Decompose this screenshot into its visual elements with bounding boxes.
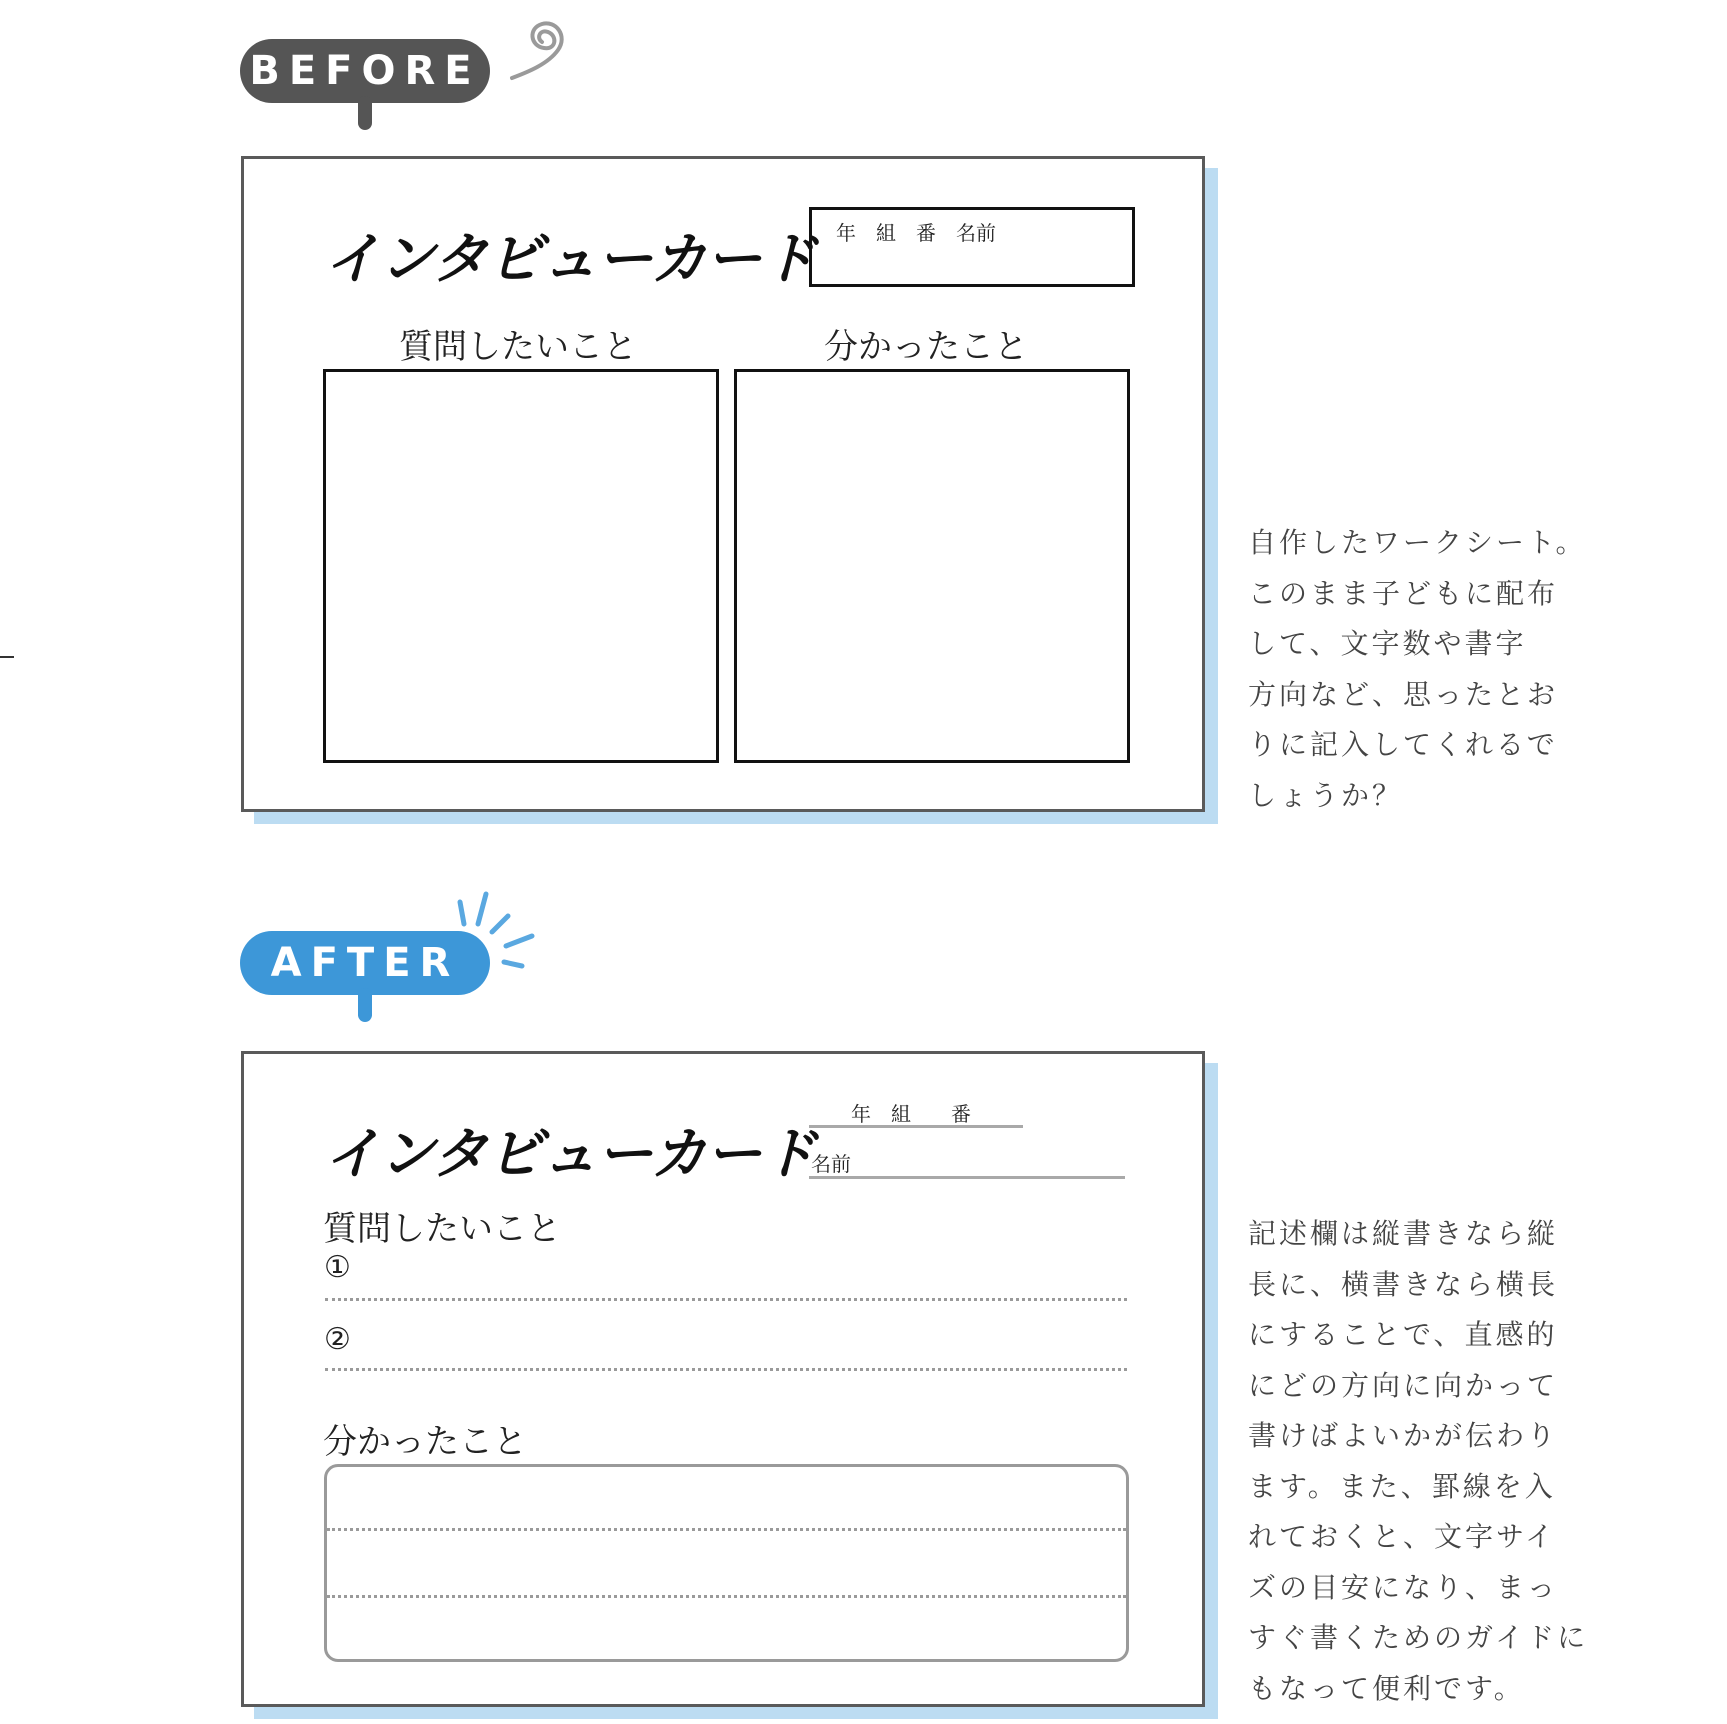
after-findings-heading: 分かったこと [323,1422,527,1462]
squiggle-doodle-icon [508,14,570,84]
after-caption-line: れておくと、文字サイ [1248,1520,1557,1553]
after-caption [1248,1209,1589,1714]
before-card-title: インタビューカード [324,227,816,292]
before-caption-line: 自作したワークシート。 [1248,526,1587,559]
before-caption-line: このまま子どもに配布 [1248,576,1559,610]
after-badge-stem [358,988,372,1022]
after-class-line-label: 年 組 番 [851,1102,971,1126]
after-caption-line: もなって便利です。 [1248,1671,1525,1705]
question-marker-1: ① [324,1250,351,1285]
after-card [241,1051,1205,1707]
after-badge: AFTER [240,931,490,995]
before-findings-box[interactable] [734,369,1130,763]
after-caption-line: すぐ書くためのガイドに [1248,1621,1589,1654]
after-card-title: インタビューカード [324,1122,816,1187]
question-marker-2: ② [324,1322,351,1357]
question-line-2[interactable] [325,1368,1127,1371]
before-caption-line: しょうか？ [1248,778,1404,812]
after-caption-line: にどの方向に向かって [1248,1368,1559,1402]
before-badge: BEFORE [240,39,490,103]
before-findings-heading: 分かったこと [824,327,1028,367]
after-caption-line: ます。また、罫線を入 [1248,1469,1556,1503]
findings-ruled-line-1 [327,1528,1126,1531]
after-caption-line: 書けばよいかが伝わり [1248,1419,1559,1452]
after-caption-line: 長に、横書きなら横長 [1248,1267,1559,1301]
after-findings-box[interactable] [324,1464,1129,1662]
before-caption-line: りに記入してくれるで [1248,728,1558,761]
after-name-line[interactable] [809,1176,1125,1179]
before-card [241,156,1205,812]
after-questions-heading: 質問したいこと [323,1209,561,1249]
after-name-label: 名前 [811,1152,851,1176]
after-caption-line: ズの目安になり、まっ [1248,1570,1559,1604]
before-badge-stem [358,96,372,130]
before-name-box-label: 年 組 番 名前 [836,221,996,245]
before-caption-line: して、文字数や書字 [1248,627,1527,660]
before-caption [1248,518,1587,821]
findings-ruled-line-2 [327,1595,1126,1598]
question-line-1[interactable] [325,1298,1127,1301]
before-questions-box[interactable] [323,369,719,763]
before-caption-line: 方向など、思ったとお [1248,677,1559,711]
edge-crop-mark [0,656,14,658]
after-class-line[interactable] [809,1125,1023,1128]
after-caption-line: にすることで、直感的 [1248,1318,1558,1351]
before-questions-heading: 質問したいこと [399,327,637,367]
after-caption-line: 記述欄は縦書きなら縦 [1248,1217,1559,1250]
